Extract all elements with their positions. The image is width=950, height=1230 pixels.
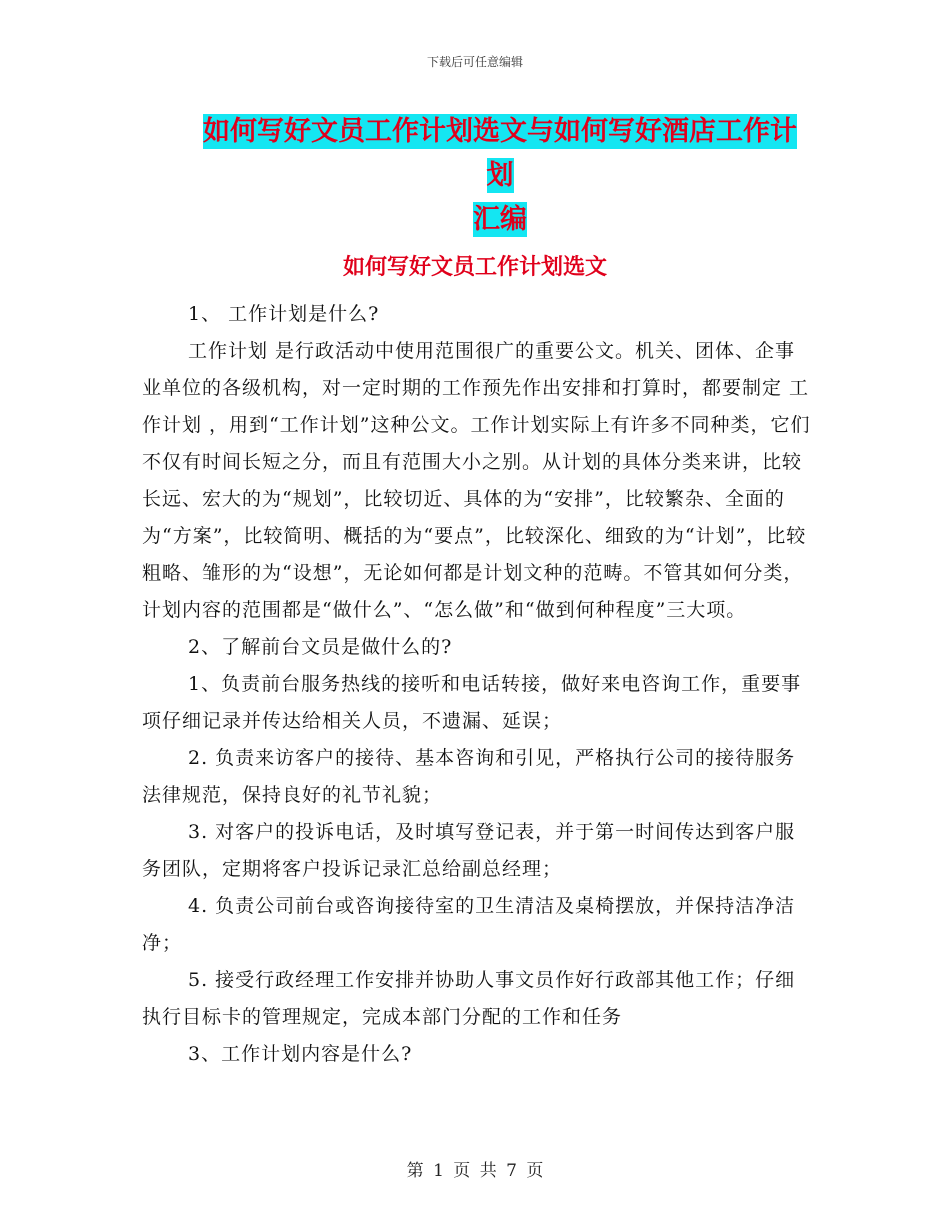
paragraph-definition: 工作计划 是行政活动中使用范围很广的重要公文。机关、团体、企事业单位的各级机构，对一定时期的工作预先作出安排和打算时，都要制定 工作计划 ，用到“工作计划”这种公文。工作计划实际上有许多不同种类，它们不仅有时间长短之分，而且有范围大小之别。从计划的具体分类来讲，比较长远、宏大的为“规划”，比较切近、具体的为“安排”，比较繁杂、全面的为“方案”，比较简明、概括的为“要点”，比较深化、细致的为“计划”，比较粗略、雏形的为“设想”，无论如何都是计划文种的范畴。不管其如何分类，计划内容的范围都是“做什么”、“怎么做”和“做到何种程度”三大项。 (142, 340, 811, 621)
page-header-note: 下载后可任意编辑 (426, 55, 523, 69)
document-body (142, 296, 812, 1073)
paragraph-duty-3: 3. 对客户的投诉电话，及时填写登记表，并于第一时间传达到客户服务团队，定期将客户投诉记录汇总给副总经理； (142, 821, 796, 880)
section-title: 如何写好文员工作计划选文 (342, 255, 607, 280)
paragraph-duty-1: 1、负责前台服务热线的接听和电话转接，做好来电咨询工作，重要事项仔细记录并传达给相关人员，不遗漏、延误； (142, 673, 802, 732)
paragraph-duty-4: 4. 负责公司前台或咨询接待室的卫生清洁及桌椅摆放，并保持洁净洁净； (142, 895, 796, 954)
paragraph-question-3: 3、工作计划内容是什么? (188, 1043, 413, 1065)
paragraph-question-1: 1、 工作计划是什么? (188, 303, 380, 325)
paragraph-duty-2: 2. 负责来访客户的接待、基本咨询和引见，严格执行公司的接待服务法律规范，保持良好的礼节礼貌； (142, 747, 796, 806)
document-title-line2: 汇编 (473, 204, 527, 235)
paragraph-duty-5: 5. 接受行政经理工作安排并协助人事文员作好行政部其他工作；仔细执行目标卡的管理规定，完成本部门分配的工作和任务 (142, 969, 796, 1028)
paragraph-question-2: 2、了解前台文员是做什么的? (188, 636, 453, 658)
page-footer: 第 1 页 共 7 页 (406, 1161, 544, 1181)
document-title-line1: 如何写好文员工作计划选文与如何写好酒店工作计划 (203, 116, 797, 191)
document-title (190, 110, 810, 242)
